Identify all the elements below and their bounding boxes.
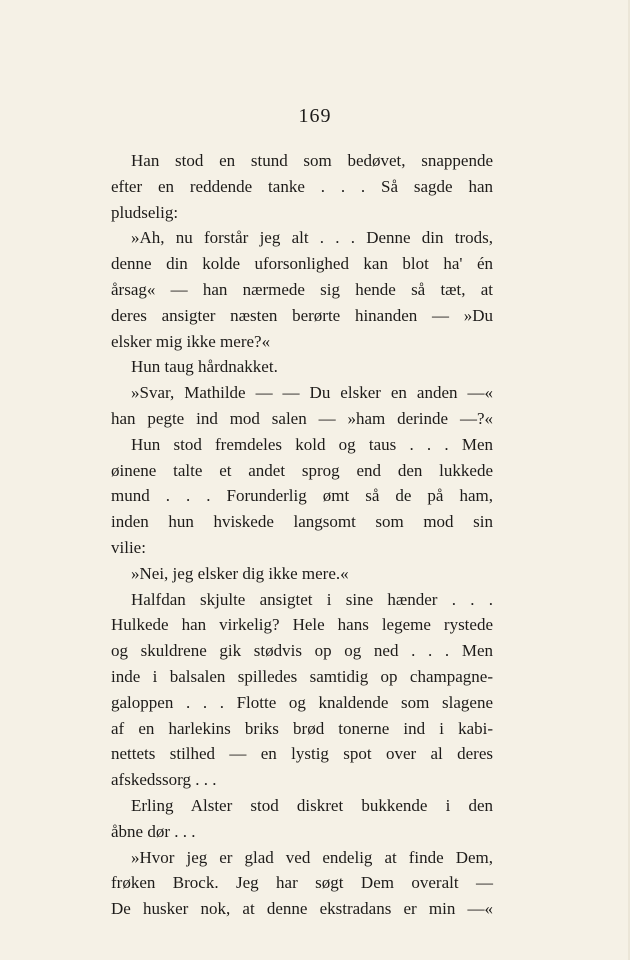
text-line: galoppen . . . Flotte og knaldende som slagene <box>111 692 493 712</box>
text-line: De husker nok, at denne ekstradans er min —« <box>111 899 493 919</box>
text-line: Hun taug hårdnakket. <box>131 357 278 377</box>
text-line: efter en reddende tanke . . . Så sagde han <box>111 176 493 196</box>
text-line: inden hun hviskede langsomt som mod sin <box>111 512 493 532</box>
page-number: 169 <box>298 105 332 127</box>
text-line: pludselig: <box>111 202 179 222</box>
text-line: denne din kolde uforsonlighed kan blot ha' én <box>111 254 493 274</box>
text-line: åbne dør . . . <box>111 821 196 841</box>
text-line: Han stod en stund som bedøvet, snappende <box>131 151 493 170</box>
text-line: inde i balsalen spilledes samtidig op champagne- <box>111 666 493 686</box>
text-line: »Ah, nu forstår jeg alt . . . Denne din trods, <box>131 228 493 248</box>
text-line: han pegte ind mod salen — »ham derinde —?« <box>111 408 493 428</box>
text-line: deres ansigter næsten berørte hinanden — »Du <box>111 305 493 325</box>
text-line: elsker mig ikke mere?« <box>111 331 271 351</box>
text-line: årsag« — han nærmede sig hende så tæt, at <box>111 279 493 299</box>
text-line: Hun stod fremdeles kold og taus . . . Men <box>131 434 493 454</box>
text-line: mund . . . Forunderlig ømt så de på ham, <box>111 486 493 506</box>
text-line: og skuldrene gik stødvis op og ned . . . Men <box>111 641 493 661</box>
text-line: »Svar, Mathilde — — Du elsker en anden —« <box>131 383 493 403</box>
text-line: af en harlekins briks brød tonerne ind i kabi- <box>111 718 493 738</box>
text-line: nettets stilhed — en lystig spot over al deres <box>111 744 493 764</box>
body-text <box>111 148 493 922</box>
text-line: øinene talte et andet sprog end den lukkede <box>111 460 493 480</box>
text-line: Hulkede han virkelig? Hele hans legeme rystede <box>111 615 493 635</box>
text-line: frøken Brock. Jeg har søgt Dem overalt — <box>111 873 493 893</box>
text-line: »Hvor jeg er glad ved endelig at finde Dem, <box>131 847 493 867</box>
text-line: afskedssorg . . . <box>111 770 217 790</box>
text-line: »Nei, jeg elsker dig ikke mere.« <box>131 563 349 583</box>
text-line: Halfdan skjulte ansigtet i sine hænder . . . <box>131 589 493 609</box>
text-line: Erling Alster stod diskret bukkende i den <box>131 795 493 815</box>
text-line: vilie: <box>111 537 146 557</box>
